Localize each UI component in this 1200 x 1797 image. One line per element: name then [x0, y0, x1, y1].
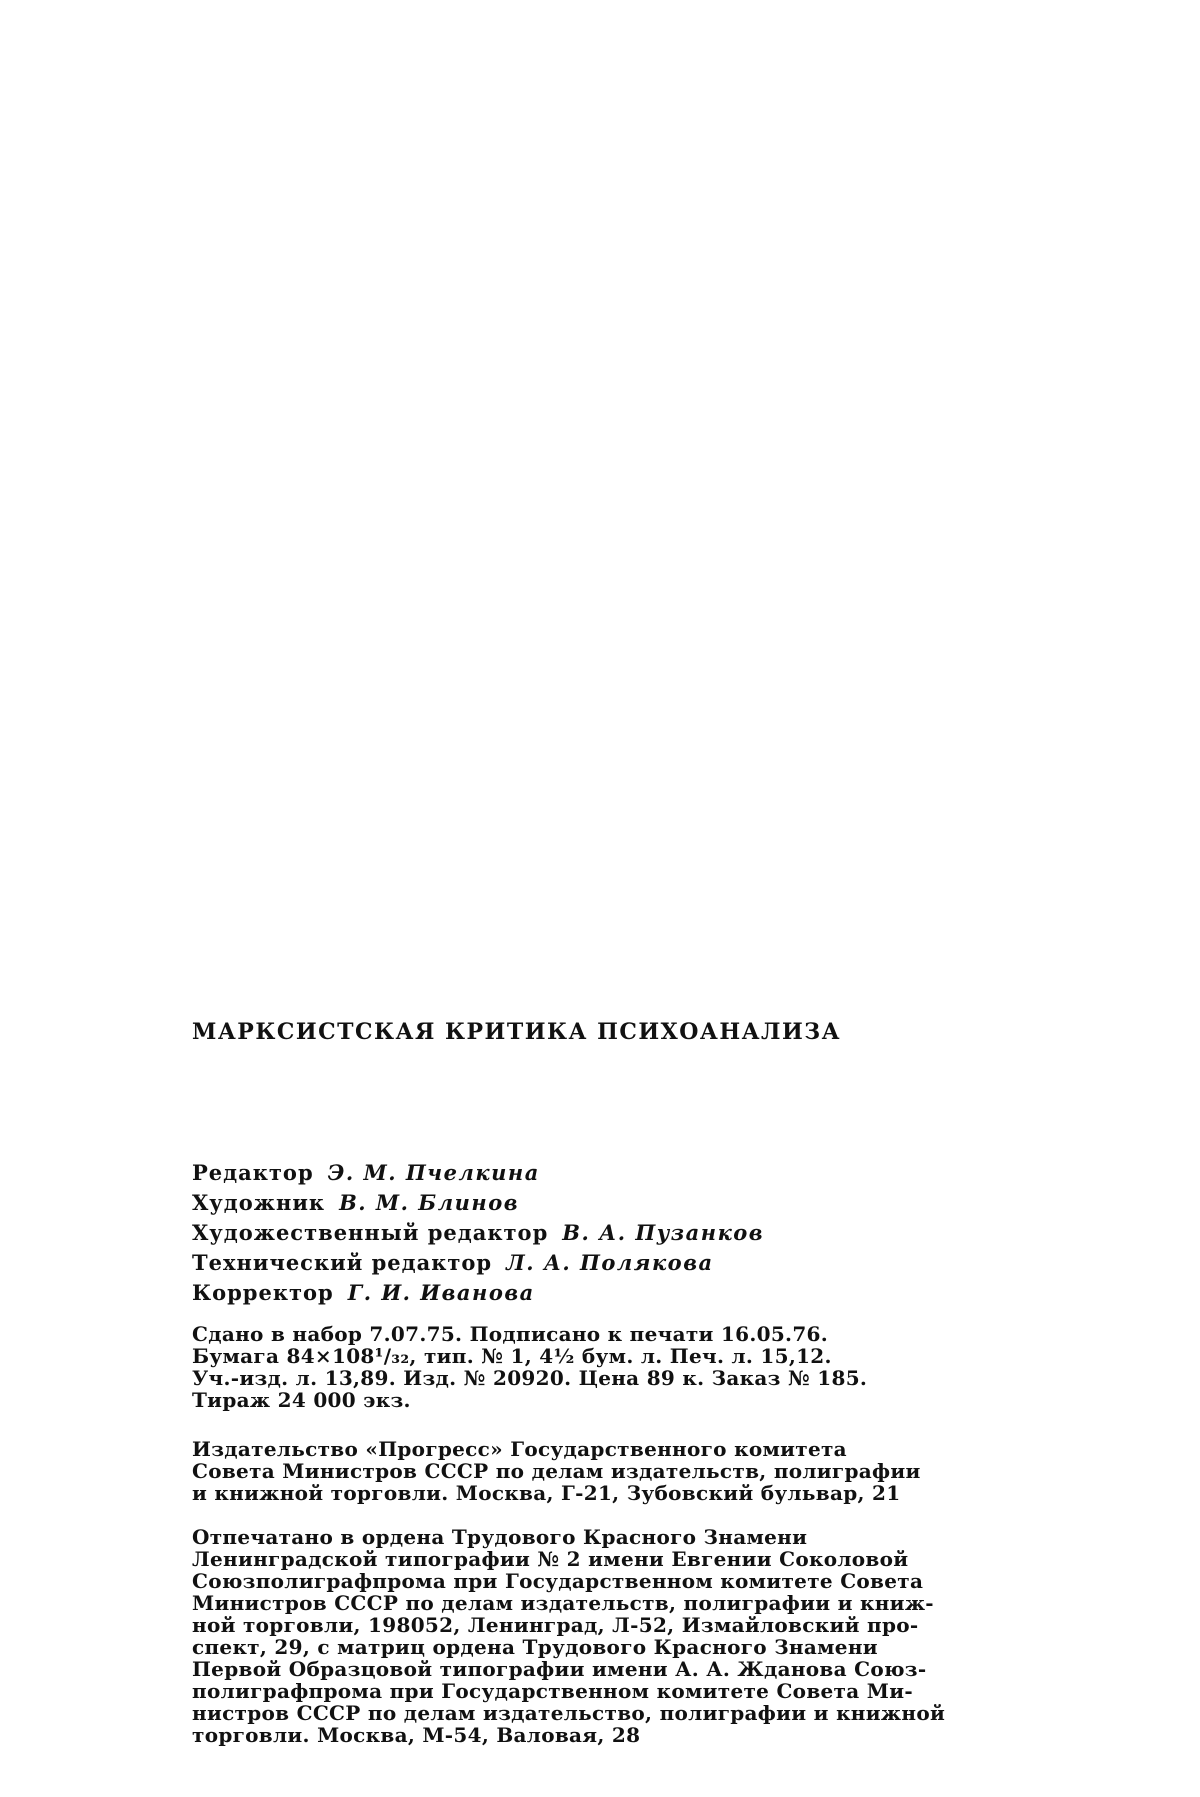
credit-art-editor	[192, 1218, 1012, 1248]
printer-line: Союзполиграфпрома при Государственном комитете Совета	[192, 1569, 924, 1593]
publisher-line: и книжной торговли. Москва, Г-21, Зубовский бульвар, 21	[192, 1481, 901, 1505]
publisher-line: Совета Министров СССР по делам издательств, полиграфии	[192, 1459, 921, 1483]
credit-role: Редактор	[192, 1160, 314, 1185]
print-info-line: Тираж 24 000 экз.	[192, 1388, 411, 1412]
credit-technical-editor	[192, 1248, 1012, 1278]
printer-line: ной торговли, 198052, Ленинград, Л-52, Измайловский про-	[192, 1613, 919, 1637]
printer-line: полиграфпрома при Государственном комитете Совета Ми-	[192, 1679, 913, 1703]
printer-block	[192, 1526, 1008, 1746]
print-info-line: Бумага 84×108¹/₃₂, тип. № 1, 4½ бум. л. Печ. л. 15,12.	[192, 1344, 832, 1368]
printer-line: Первой Образцовой типографии имени А. А. Жданова Союз-	[192, 1657, 927, 1681]
printer-line: Министров СССР по делам издательств, полиграфии и книж-	[192, 1591, 934, 1615]
printer-line: Ленинградской типографии № 2 имени Евгении Соколовой	[192, 1547, 909, 1571]
print-info-line: Сдано в набор 7.07.75. Подписано к печати 16.05.76.	[192, 1322, 829, 1346]
credit-artist	[192, 1188, 1012, 1218]
credit-name: Г. И. Иванова	[347, 1280, 535, 1305]
printer-line: Отпечатано в ордена Трудового Красного Знамени	[192, 1525, 808, 1549]
publisher-line: Издательство «Прогресс» Государственного комитета	[192, 1437, 847, 1461]
printer-line: спект, 29, с матриц ордена Трудового Красного Знамени	[192, 1635, 878, 1659]
printer-line: торговли. Москва, М-54, Валовая, 28	[192, 1723, 641, 1747]
book-title: МАРКСИСТСКАЯ КРИТИКА ПСИХОАНАЛИЗА	[192, 1019, 842, 1045]
credit-proofreader	[192, 1278, 1012, 1308]
credit-role: Художник	[192, 1190, 326, 1215]
printer-line: нистров СССР по делам издательство, полиграфии и книжной	[192, 1701, 946, 1725]
credit-name: Э. М. Пчелкина	[327, 1160, 540, 1185]
credit-name: В. А. Пузанков	[562, 1220, 765, 1245]
credit-editor	[192, 1158, 1012, 1188]
publisher-block	[192, 1438, 1008, 1504]
print-info-block	[192, 1323, 1008, 1411]
credit-role: Технический редактор	[192, 1250, 493, 1275]
print-info-line: Уч.-изд. л. 13,89. Изд. № 20920. Цена 89 к. Заказ № 185.	[192, 1366, 868, 1390]
credit-role: Художественный редактор	[192, 1220, 549, 1245]
credits-list	[192, 1158, 1012, 1308]
credit-role: Корректор	[192, 1280, 334, 1305]
credit-name: Л. А. Полякова	[506, 1250, 714, 1275]
credit-name: В. М. Блинов	[339, 1190, 519, 1215]
